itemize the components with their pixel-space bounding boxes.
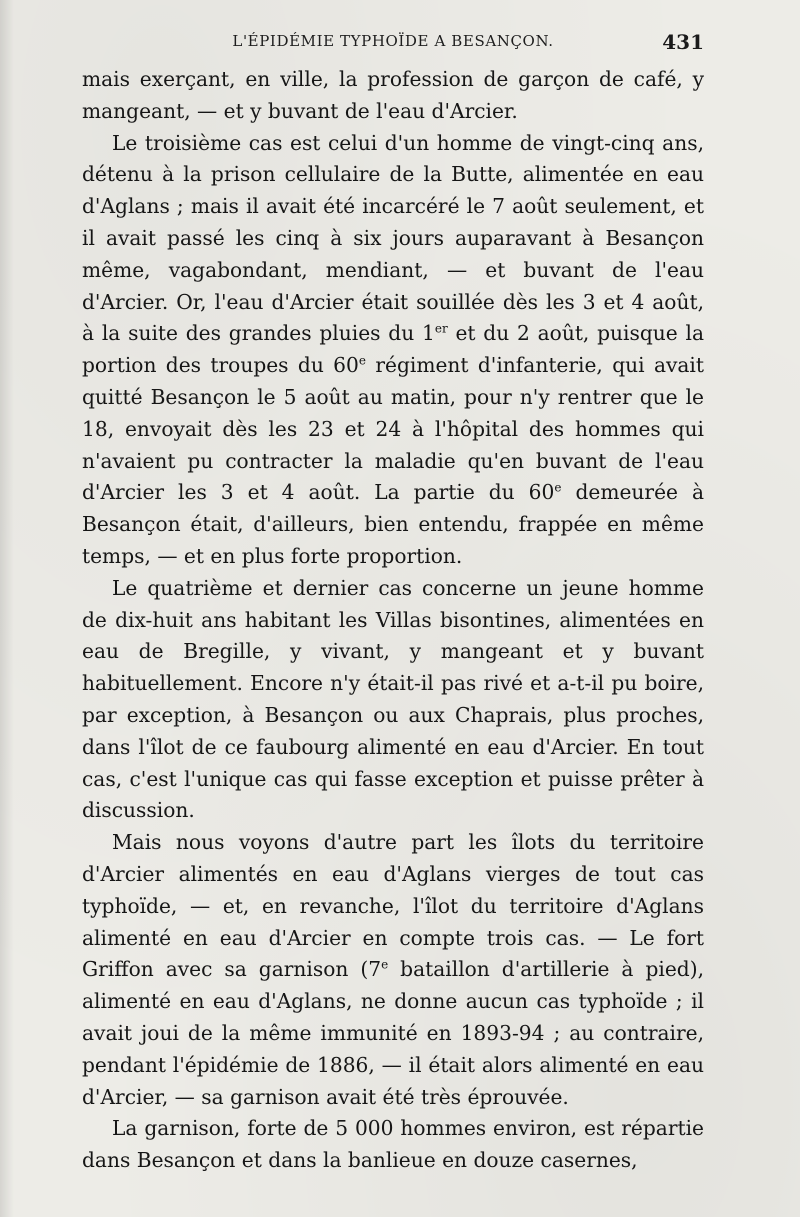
paragraph-4-text-a: Mais nous voyons d'autre part les îlots du territoire d'Arcier alimentés en eau d'Aglans vierges de tout cas typhoïde, — et, en revanche, l'îlot du territoire d'Aglans alimenté en eau d'Arcier en compte trois cas. — Le fort Griffon avec sa garnison (7	[82, 830, 704, 982]
superscript-e: e	[358, 353, 366, 368]
body-text	[82, 64, 704, 1177]
paragraph-3-text: Le quatrième et dernier cas concerne un jeune homme de dix-huit ans habitant les Villas bisontines, alimentées en eau de Bregille, y vivant, y mangeant et y buvant habituellement. Encore n'y était-il pas rivé et a-t-il pu boire, par exception, à Besançon ou aux Chaprais, plus proches, dans l'îlot de ce faubourg alimenté en eau d'Arcier. En tout cas, c'est l'unique cas qui fasse exception et puisse prêter à discussion.	[82, 575, 704, 823]
running-head	[82, 30, 704, 56]
paragraph-2-text-b: et du 2 août, puisque la portion des troupes du 60	[82, 321, 705, 378]
superscript-e: e	[381, 957, 389, 972]
superscript-er: er	[434, 321, 448, 336]
paragraph-1	[82, 64, 704, 128]
page-number: 431	[662, 30, 704, 54]
paragraph-5-text: La garnison, forte de 5 000 hommes environ, est répartie dans Besançon et dans la banlieue en douze casernes,	[82, 1116, 704, 1173]
paragraph-4	[82, 827, 704, 1113]
page-gutter-shadow	[0, 0, 14, 1217]
paragraph-3	[82, 573, 704, 827]
paragraph-1-text: mais exerçant, en ville, la profession de garçon de café, y mangeant, — et y buvant de l'eau d'Arcier.	[82, 67, 704, 123]
paragraph-5	[82, 1113, 704, 1177]
paragraph-2-text-a: Le troisième cas est celui d'un homme de vingt-cinq ans, détenu à la prison cellulaire de la Butte, alimentée en eau d'Aglans ; mais il avait été incarcéré le 7 août seulement, et il avait passé les cinq à six jours auparavant à Besançon même, vagabondant, mendiant, — et buvant de l'eau d'Arcier. Or, l'eau d'Arcier était souillée dès les 3 et 4 août, à la suite des grandes pluies du 1	[82, 130, 704, 346]
paragraph-2-text-d: demeurée à Besançon était, d'ailleurs, bien entendu, frappée en même temps, — et en plus forte proportion.	[82, 480, 705, 568]
running-title: L'ÉPIDÉMIE TYPHOÏDE A BESANÇON.	[232, 32, 554, 50]
paragraph-2-text-c: régiment d'infanterie, qui avait quitté Besançon le 5 août au matin, pour n'y rentrer que le 18, envoyait dès les 23 et 24 à l'hôpital des hommes qui n'avaient pu contracter la maladie qu'en buvant de l'eau d'Arcier les 3 et 4 août. La partie du 60	[82, 353, 704, 505]
paragraph-4-text-b: bataillon d'artillerie à pied), alimenté en eau d'Aglans, ne donne aucun cas typhoïde ; il avait joui de la même immunité en 1893-94 ; au contraire, pendant l'épidémie de 1886, — il était alors alimenté en eau d'Arcier, — sa garnison avait été très éprouvée.	[82, 957, 704, 1109]
superscript-e: e	[554, 480, 562, 495]
paragraph-2	[82, 128, 704, 573]
